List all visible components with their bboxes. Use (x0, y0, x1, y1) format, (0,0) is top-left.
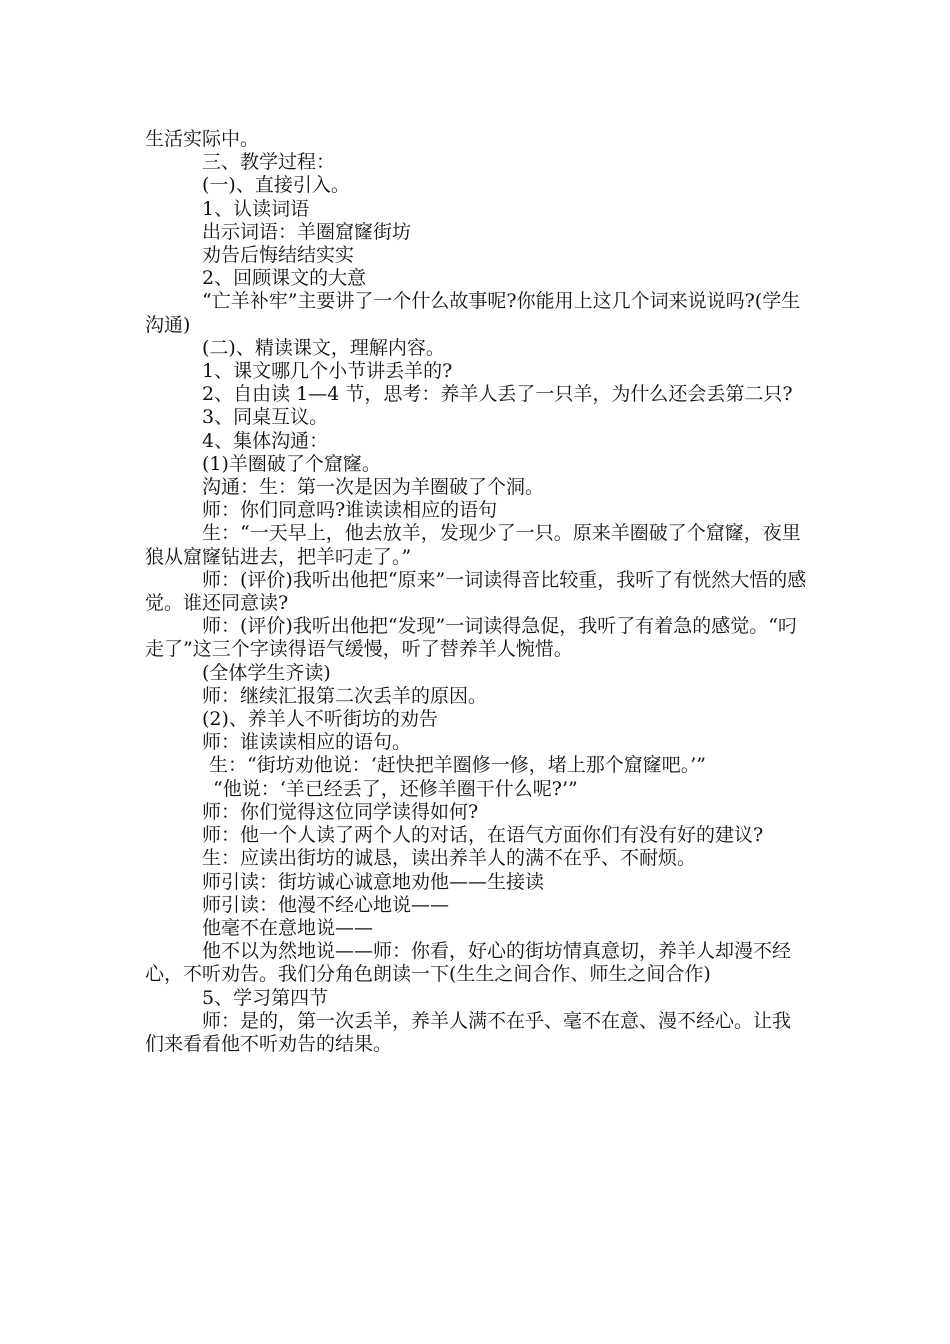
paragraph: 沟通：生：第一次是因为羊圈破了个洞。 (202, 476, 545, 499)
paragraph: 他毫不在意地说—— (202, 916, 374, 939)
paragraph: 师：(评价)我听出他把“发现”一词读得急促，我听了有着急的感觉。“叼走了”这三个字读得语气缓慢，听了替养羊人惋惜。 (145, 615, 797, 661)
paragraph: “他说：‘羊已经丢了，还修羊圈干什么呢?’” (213, 777, 578, 800)
paragraph: 师引读：街坊诚心诚意地劝他——生接读 (202, 870, 545, 893)
paragraph: 生活实际中。 (145, 128, 260, 150)
paragraph: 师：是的，第一次丢羊，养羊人满不在乎、毫不在意、漫不经心。让我们来看看他不听劝告的结果。 (145, 1009, 792, 1055)
paragraph: 1、课文哪几个小节讲丢羊的? (202, 360, 453, 383)
paragraph: 三、教学过程： (202, 151, 336, 174)
paragraph: 出示词语：羊圈窟窿街坊 (202, 220, 412, 243)
paragraph: 生：应读出街坊的诚恳，读出养羊人的满不在乎、不耐烦。 (202, 847, 697, 870)
document-body (145, 128, 807, 1056)
paragraph: 4、集体沟通： (202, 429, 329, 452)
paragraph: (二)、精读课文，理解内容。 (202, 336, 445, 359)
paragraph: 生：“一天早上，他去放羊，发现少了一只。原来羊圈破了个窟窿，夜里狼从窟窿钻进去，把羊叼走了。” (145, 522, 801, 568)
paragraph: 师引读：他漫不经心地说—— (202, 893, 450, 916)
paragraph: 师：继续汇报第二次丢羊的原因。 (202, 684, 488, 707)
paragraph: (一)、直接引入。 (202, 174, 350, 197)
paragraph: 生：“街坊劝他说：‘赶快把羊圈修一修，堵上那个窟窿吧。’” (209, 754, 707, 777)
paragraph: 3、同桌互议。 (202, 406, 329, 429)
paragraph: 劝告后悔结结实实 (202, 244, 355, 267)
paragraph: (全体学生齐读) (202, 661, 331, 684)
paragraph: 5、学习第四节 (202, 986, 329, 1009)
paragraph: 师：你们同意吗?谁读读相应的语句 (202, 499, 498, 522)
paragraph: 师：(评价)我听出他把“原来”一词读得音比较重，我听了有恍然大悟的感觉。谁还同意读? (145, 568, 807, 615)
paragraph: “亡羊补牢”主要讲了一个什么故事呢?你能用上这几个词来说说吗?(学生沟通) (145, 290, 801, 336)
paragraph: 他不以为然地说——师：你看，好心的街坊情真意切，养羊人却漫不经心，不听劝告。我们分角色朗读一下(生生之间合作、师生之间合作) (145, 940, 792, 986)
paragraph: 2、自由读 1—4 节，思考：养羊人丢了一只羊，为什么还会丢第二只? (202, 383, 793, 406)
paragraph: 1、认读词语 (202, 197, 310, 220)
paragraph: (1)羊圈破了个窟窿。 (202, 452, 381, 475)
paragraph: 2、回顾课文的大意 (202, 267, 367, 290)
paragraph: 师：谁读读相应的语句。 (202, 731, 412, 754)
paragraph: (2)、养羊人不听街坊的劝告 (202, 708, 438, 731)
paragraph: 师：他一个人读了两个人的对话，在语气方面你们有没有好的建议? (202, 824, 764, 847)
paragraph: 师：你们觉得这位同学读得如何? (202, 800, 479, 823)
